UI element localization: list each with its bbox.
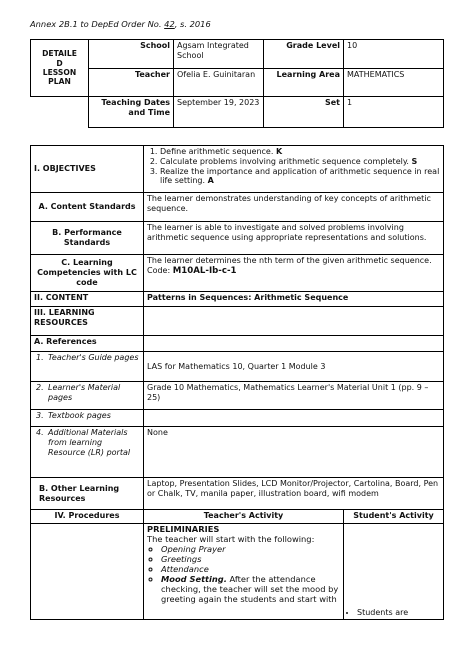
- teacher-value: Ofelia E. Guinitaran: [174, 69, 264, 97]
- references-label: A. References: [31, 336, 144, 352]
- preliminary-item: ◦ Attendance: [161, 565, 340, 575]
- teacher-activity-header: Teacher's Activity: [144, 510, 344, 524]
- content-value: Patterns in Sequences: Arithmetic Sequence: [144, 292, 444, 307]
- student-activity-cell: [344, 524, 444, 620]
- code-prefix: Code:: [147, 265, 171, 275]
- resources-label: III. LEARNING RESOURCES: [31, 307, 144, 336]
- learner-material-value: Grade 10 Mathematics, Mathematics Learner's Material Unit 1 (pp. 9 – 25): [144, 382, 444, 410]
- learner-material-cell: 2. Learner's Material pages: [31, 382, 144, 410]
- preliminaries-heading: PRELIMINARIES: [147, 524, 220, 534]
- learning-area-label: Learning Area: [264, 69, 344, 97]
- annex-number: 42: [164, 19, 175, 29]
- grade-level-value: 10: [344, 40, 444, 69]
- textbook-cell: 3. Textbook pages: [31, 410, 144, 427]
- procedures-label: IV. Procedures: [31, 510, 144, 524]
- additional-materials-value: None: [144, 427, 444, 478]
- teacher-label: Teacher: [89, 69, 174, 97]
- objective-item: 1. Define arithmetic sequence. K: [160, 147, 440, 157]
- lesson-plan-title: DETAILE D LESSON PLAN: [31, 40, 89, 97]
- content-standards-text: The learner demonstrates understanding of key concepts of arithmetic sequence.: [144, 193, 444, 222]
- content-label: II. CONTENT: [31, 292, 144, 307]
- teacher-guide-value: LAS for Mathematics 10, Quarter 1 Module 3: [144, 352, 444, 382]
- student-activity-header: Student's Activity: [344, 510, 444, 524]
- learner-material-label: Learner's Material pages: [48, 383, 121, 402]
- other-resources-value: Laptop, Presentation Slides, LCD Monitor/Projector, Cartolina, Board, Pen or Chalk, TV, manila paper, illustration board, wifi modem: [144, 478, 444, 510]
- school-value: Agsam Integrated School: [174, 40, 264, 69]
- preliminaries-list: [147, 545, 340, 605]
- lc-code: M10AL-Ib-c-1: [172, 265, 237, 276]
- student-activity-item: • Students are: [357, 608, 440, 618]
- blank-cell: [31, 97, 89, 128]
- lesson-plan-body-table: [30, 145, 444, 620]
- additional-materials-label: Additional Materials from learning Resource (LR) portal: [48, 428, 131, 457]
- objective-item: 3. Realize the importance and application of arithmetic sequence in real life setting. A: [160, 167, 440, 187]
- teacher-guide-label: Teacher's Guide pages: [48, 353, 139, 362]
- content-standards-label: A. Content Standards: [31, 193, 144, 222]
- set-value: 1: [344, 97, 444, 128]
- additional-materials-cell: 4. Additional Materials from learning Resource (LR) portal: [31, 427, 144, 478]
- teaching-dates-value: September 19, 2023: [174, 97, 264, 128]
- textbook-label: Textbook pages: [48, 411, 111, 420]
- resources-blank: [144, 307, 444, 336]
- set-label: Set: [264, 97, 344, 128]
- objective-item: 2. Calculate problems involving arithmetic sequence completely. S: [160, 157, 440, 167]
- lesson-plan-header-table: [30, 39, 444, 128]
- preliminary-item: ◦ Greetings: [161, 555, 340, 565]
- references-blank: [144, 336, 444, 352]
- other-resources-label: B. Other Learning Resources: [31, 478, 144, 510]
- grade-level-label: Grade Level: [264, 40, 344, 69]
- teaching-dates-label: Teaching Dates and Time: [89, 97, 174, 128]
- annex-reference: [30, 19, 211, 29]
- procedures-blank: [31, 524, 144, 620]
- annex-suffix: , s. 2016: [174, 19, 211, 29]
- competencies-text: The learner determines the nth term of the given arithmetic sequence.: [147, 256, 432, 265]
- preliminary-item: ◦ Opening Prayer: [161, 545, 340, 555]
- competencies-label: C. Learning Competencies with LC code: [31, 255, 144, 292]
- school-label: School: [89, 40, 174, 69]
- learning-area-value: MATHEMATICS: [344, 69, 444, 97]
- performance-standards-label: B. Performance Standards: [31, 222, 144, 255]
- textbook-value: [144, 410, 444, 427]
- objectives-list: [144, 146, 444, 193]
- objectives-label: I. OBJECTIVES: [31, 146, 144, 193]
- preliminaries-intro: The teacher will start with the following:: [147, 533, 315, 544]
- teacher-activity-cell: [144, 524, 344, 620]
- annex-prefix: Annex 2B.1 to DepEd Order No.: [30, 19, 165, 29]
- mood-setting-item: ◦ Mood Setting. After the attendance checking, the teacher will set the mood by greeting again the students and start with: [161, 575, 340, 605]
- performance-standards-text: The learner is able to investigate and solved problems involving arithmetic sequence using appropriate representations and solutions.: [144, 222, 444, 255]
- teacher-guide-cell: 1. Teacher's Guide pages: [31, 352, 144, 382]
- competencies-cell: [144, 255, 444, 292]
